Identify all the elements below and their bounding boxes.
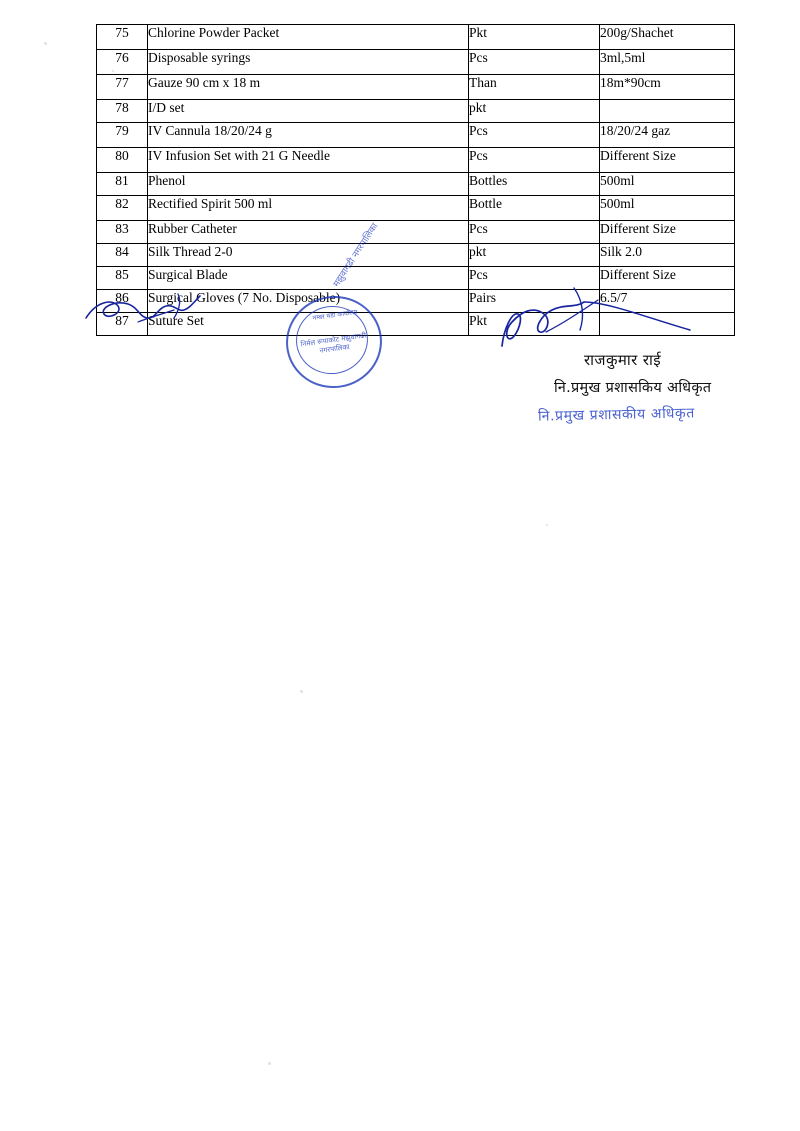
cell-desc: IV Infusion Set with 21 G Needle xyxy=(148,148,469,173)
cell-unit: Pkt xyxy=(469,25,600,50)
designation-stamp: नि.प्रमुख प्रशासकीय अधिकृत xyxy=(537,405,696,425)
scan-speck xyxy=(300,690,303,693)
cell-spec: 6.5/7 xyxy=(600,290,735,313)
cell-spec: 500ml xyxy=(600,173,735,196)
cell-sn: 79 xyxy=(97,123,148,148)
table-row xyxy=(97,123,735,148)
cell-desc: Disposable syrings xyxy=(148,50,469,75)
scan-speck xyxy=(546,524,548,526)
cell-desc: Suture Set xyxy=(148,313,469,336)
cell-desc: Silk Thread 2-0 xyxy=(148,244,469,267)
cell-sn: 86 xyxy=(97,290,148,313)
table-row xyxy=(97,313,735,336)
cell-sn: 78 xyxy=(97,100,148,123)
cell-spec: 18/20/24 gaz xyxy=(600,123,735,148)
cell-sn: 80 xyxy=(97,148,148,173)
cell-sn: 84 xyxy=(97,244,148,267)
cell-desc: Rubber Catheter xyxy=(148,221,469,244)
supply-items-table xyxy=(96,24,735,336)
cell-spec: 200g/Shachet xyxy=(600,25,735,50)
signatory-designation: नि.प्रमुख प्रशासकिय अधिकृत xyxy=(554,380,712,396)
table-row xyxy=(97,173,735,196)
cell-spec: 500ml xyxy=(600,196,735,221)
cell-sn: 81 xyxy=(97,173,148,196)
cell-unit: Pcs xyxy=(469,123,600,148)
cell-spec: Different Size xyxy=(600,221,735,244)
seal-line-2: नम्बर वडा कार्यालय xyxy=(312,307,359,323)
table-row xyxy=(97,244,735,267)
cell-desc: Surgical Gloves (7 No. Disposable) xyxy=(148,290,469,313)
cell-sn: 87 xyxy=(97,313,148,336)
cell-spec: 3ml,5ml xyxy=(600,50,735,75)
cell-sn: 85 xyxy=(97,267,148,290)
cell-unit: Bottle xyxy=(469,196,600,221)
cell-sn: 76 xyxy=(97,50,148,75)
cell-spec xyxy=(600,100,735,123)
cell-desc: Surgical Blade xyxy=(148,267,469,290)
table-body xyxy=(97,25,735,336)
cell-desc: Phenol xyxy=(148,173,469,196)
cell-unit: Bottles xyxy=(469,173,600,196)
seal-line-1: निर्मल रूपाकोट मझुवागढी नगरपालिका xyxy=(300,331,367,355)
cell-desc: IV Cannula 18/20/24 g xyxy=(148,123,469,148)
table-row xyxy=(97,290,735,313)
cell-unit: pkt xyxy=(469,100,600,123)
cell-spec: 18m*90cm xyxy=(600,75,735,100)
cell-unit: Pairs xyxy=(469,290,600,313)
cell-spec: Silk 2.0 xyxy=(600,244,735,267)
seal-diagonal-text: मझुवागढी नगरपालिका xyxy=(331,221,381,289)
cell-sn: 77 xyxy=(97,75,148,100)
cell-spec xyxy=(600,313,735,336)
table-row xyxy=(97,148,735,173)
cell-desc: Gauze 90 cm x 18 m xyxy=(148,75,469,100)
cell-unit: Than xyxy=(469,75,600,100)
cell-spec: Different Size xyxy=(600,148,735,173)
cell-desc: I/D set xyxy=(148,100,469,123)
scan-speck xyxy=(44,42,47,45)
table-row xyxy=(97,50,735,75)
cell-unit: Pcs xyxy=(469,221,600,244)
table-row xyxy=(97,25,735,50)
cell-unit: Pcs xyxy=(469,148,600,173)
signatory-name: राजकुमार राई xyxy=(584,351,662,369)
cell-unit: Pcs xyxy=(469,50,600,75)
cell-desc: Rectified Spirit 500 ml xyxy=(148,196,469,221)
cell-sn: 83 xyxy=(97,221,148,244)
cell-desc: Chlorine Powder Packet xyxy=(148,25,469,50)
cell-sn: 82 xyxy=(97,196,148,221)
table-row xyxy=(97,267,735,290)
cell-sn: 75 xyxy=(97,25,148,50)
cell-unit: Pkt xyxy=(469,313,600,336)
cell-spec: Different Size xyxy=(600,267,735,290)
cell-unit: Pcs xyxy=(469,267,600,290)
table-row xyxy=(97,100,735,123)
table-row xyxy=(97,75,735,100)
table-row xyxy=(97,221,735,244)
scan-speck xyxy=(268,1062,271,1065)
cell-unit: pkt xyxy=(469,244,600,267)
table-row xyxy=(97,196,735,221)
